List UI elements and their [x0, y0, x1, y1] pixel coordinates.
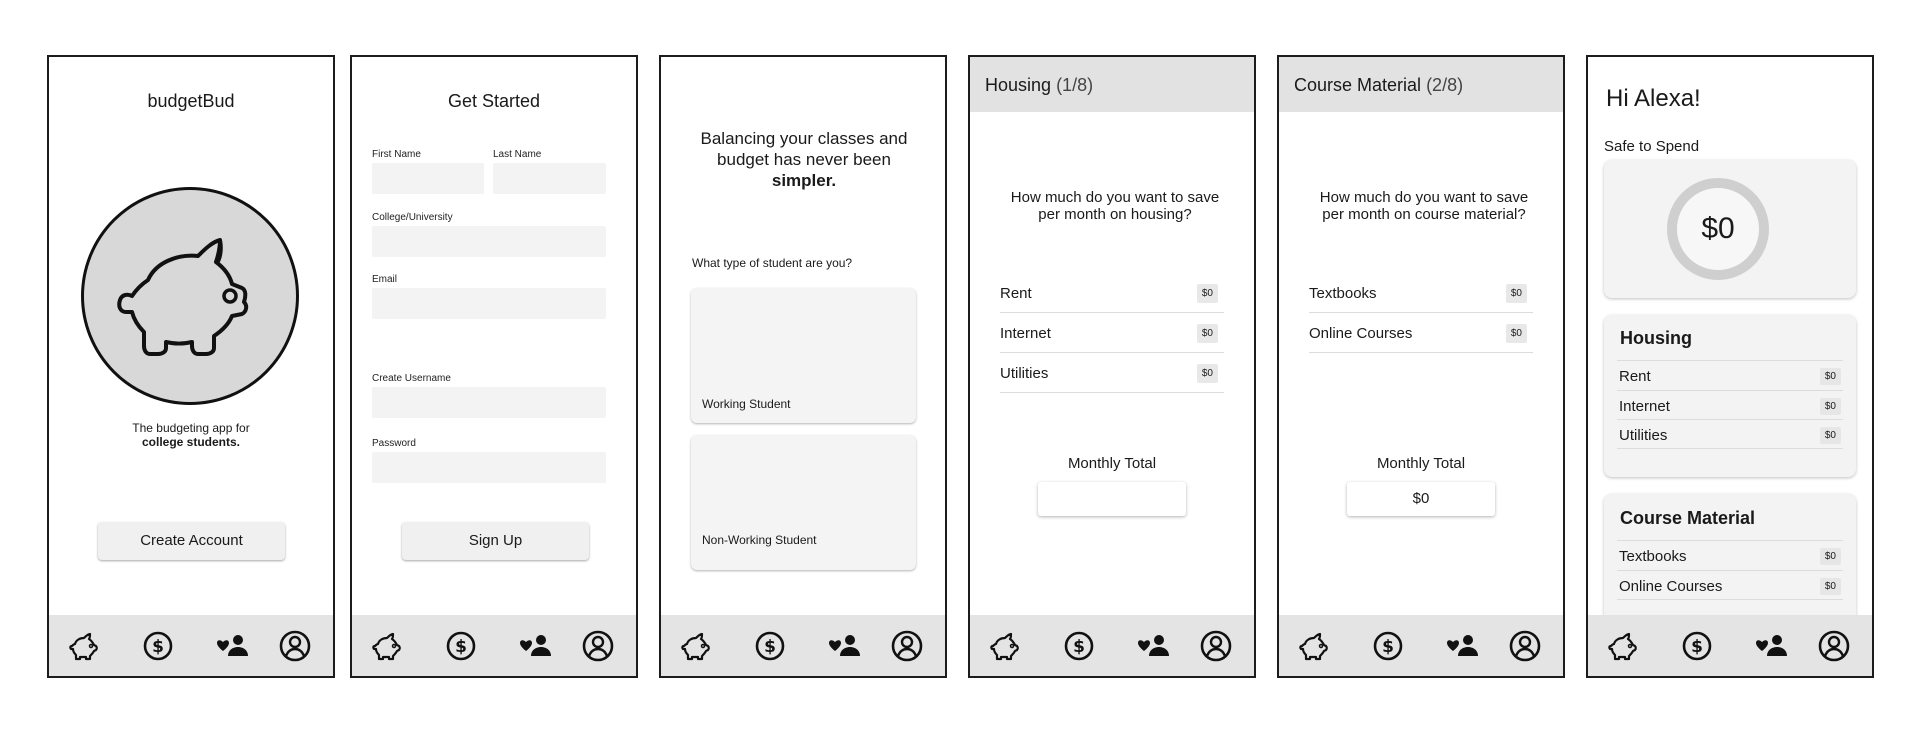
nav-piggy-bank-icon[interactable]: [68, 629, 102, 663]
student-type-question: What type of student are you?: [692, 256, 853, 270]
header-title: [985, 75, 1093, 96]
safe-to-spend-value: $0: [1667, 178, 1769, 280]
housing-question: How much do you want to save per month on housing?: [1010, 189, 1220, 223]
nav-profile-icon[interactable]: [890, 629, 924, 663]
step-progress: (2/8): [1426, 75, 1464, 95]
nav-piggy-bank-icon[interactable]: [371, 629, 405, 663]
working-student-label: Working Student: [702, 397, 791, 411]
bottom-nav: [970, 615, 1254, 676]
headline: [691, 128, 917, 191]
nav-dollar-icon[interactable]: [1371, 629, 1405, 663]
username-label: Create Username: [372, 373, 451, 384]
headline-bold: simpler.: [771, 171, 837, 190]
monthly-total-label: Monthly Total: [1376, 455, 1466, 472]
tagline-bold: college students.: [141, 435, 241, 449]
nav-profile-icon[interactable]: [581, 629, 615, 663]
rent-row: [1000, 273, 1224, 313]
nav-friends-icon[interactable]: [1754, 629, 1788, 663]
piggy-bank-logo-icon: [110, 228, 270, 368]
non-working-student-label: Non-Working Student: [702, 533, 817, 547]
monthly-total-value: $0: [1347, 482, 1495, 516]
housing-card[interactable]: [1604, 315, 1856, 477]
nav-profile-icon[interactable]: [1199, 629, 1233, 663]
dash-textbooks-row: [1617, 540, 1843, 570]
online-courses-label: Online Courses: [1309, 325, 1413, 342]
dash-textbooks-value: $0: [1820, 548, 1841, 565]
headline-text: Balancing your classes and budget has never been: [700, 129, 908, 169]
nav-profile-icon[interactable]: [1817, 629, 1851, 663]
safe-to-spend-card: [1604, 160, 1856, 298]
svg-text:$: $: [1382, 637, 1394, 657]
nav-friends-icon[interactable]: [215, 629, 249, 663]
dash-utilities-row: [1617, 419, 1843, 449]
dash-rent-label: Rent: [1619, 368, 1651, 385]
svg-text:$: $: [1073, 637, 1085, 657]
welcome-screen: [47, 55, 335, 678]
bottom-nav: [1588, 615, 1872, 676]
rent-label: Rent: [1000, 285, 1032, 302]
dash-rent-row: [1617, 360, 1843, 390]
bottom-nav: [352, 615, 636, 676]
header-title: [1294, 75, 1463, 96]
dash-utilities-value: $0: [1820, 427, 1841, 444]
dash-online-courses-value: $0: [1820, 578, 1841, 595]
internet-label: Internet: [1000, 325, 1051, 342]
logo-circle: [81, 187, 299, 405]
working-student-card[interactable]: [691, 288, 916, 423]
email-field[interactable]: [372, 288, 606, 319]
nav-dollar-icon[interactable]: [1062, 629, 1096, 663]
utilities-amount-input[interactable]: $0: [1197, 364, 1218, 383]
bottom-nav: [661, 615, 945, 676]
svg-text:$: $: [455, 637, 467, 657]
textbooks-label: Textbooks: [1309, 285, 1377, 302]
dashboard-screen: [1586, 55, 1874, 678]
signup-title: Get Started: [447, 91, 541, 111]
online-courses-amount-input[interactable]: $0: [1506, 324, 1527, 343]
college-label: College/University: [372, 212, 453, 223]
utilities-row: [1000, 353, 1224, 393]
header-title-text: Housing: [985, 75, 1052, 95]
nav-dollar-icon[interactable]: [141, 629, 175, 663]
student-type-screen: [659, 55, 947, 678]
sign-up-button[interactable]: Sign Up: [402, 522, 589, 560]
online-courses-row: [1309, 313, 1533, 353]
greeting: Hi Alexa!: [1606, 85, 1701, 112]
non-working-student-card[interactable]: [691, 435, 916, 570]
internet-amount-input[interactable]: $0: [1197, 324, 1218, 343]
nav-piggy-bank-icon[interactable]: [989, 629, 1023, 663]
dash-internet-row: [1617, 390, 1843, 420]
course-material-header: [1279, 57, 1563, 112]
password-label: Password: [372, 438, 416, 449]
nav-profile-icon[interactable]: [278, 629, 312, 663]
dash-rent-value: $0: [1820, 368, 1841, 385]
first-name-label: First Name: [372, 149, 421, 160]
college-field[interactable]: [372, 226, 606, 257]
svg-text:$: $: [764, 637, 776, 657]
app-title: budgetBud: [147, 91, 235, 111]
last-name-label: Last Name: [493, 149, 542, 160]
safe-to-spend-label: Safe to Spend: [1604, 138, 1700, 155]
nav-piggy-bank-icon[interactable]: [1607, 629, 1641, 663]
nav-profile-icon[interactable]: [1508, 629, 1542, 663]
housing-header: [970, 57, 1254, 112]
tagline-text: The budgeting app for: [132, 421, 250, 435]
course-material-screen: [1277, 55, 1565, 678]
rent-amount-input[interactable]: $0: [1197, 284, 1218, 303]
nav-friends-icon[interactable]: [518, 629, 552, 663]
nav-dollar-icon[interactable]: [444, 629, 478, 663]
dash-utilities-label: Utilities: [1619, 427, 1668, 444]
course-material-card[interactable]: [1604, 494, 1856, 634]
svg-text:$: $: [152, 637, 164, 657]
last-name-field[interactable]: [493, 163, 606, 194]
signup-screen: [350, 55, 638, 678]
email-label: Email: [372, 274, 398, 285]
tagline: [49, 421, 333, 449]
bottom-nav: [49, 615, 333, 676]
nav-piggy-bank-icon[interactable]: [1298, 629, 1332, 663]
header-title-text: Course Material: [1294, 75, 1422, 95]
step-progress: (1/8): [1056, 75, 1094, 95]
dash-online-courses-label: Online Courses: [1619, 578, 1723, 595]
course-material-card-title: Course Material: [1620, 508, 1756, 528]
nav-friends-icon[interactable]: [1445, 629, 1479, 663]
nav-dollar-icon[interactable]: [753, 629, 787, 663]
nav-friends-icon[interactable]: [827, 629, 861, 663]
nav-friends-icon[interactable]: [1136, 629, 1170, 663]
textbooks-amount-input[interactable]: $0: [1506, 284, 1527, 303]
password-field[interactable]: [372, 452, 606, 483]
create-account-button[interactable]: Create Account: [98, 522, 285, 560]
housing-card-title: Housing: [1620, 328, 1692, 348]
dash-internet-value: $0: [1820, 398, 1841, 415]
dash-textbooks-label: Textbooks: [1619, 548, 1687, 565]
monthly-total-label: Monthly Total: [1067, 455, 1157, 472]
bottom-nav: [1279, 615, 1563, 676]
nav-dollar-icon[interactable]: [1680, 629, 1714, 663]
housing-screen: [968, 55, 1256, 678]
svg-text:$: $: [1691, 637, 1703, 657]
monthly-total-value: [1038, 482, 1186, 516]
username-field[interactable]: [372, 387, 606, 418]
course-material-question: How much do you want to save per month on course material?: [1319, 189, 1529, 223]
nav-piggy-bank-icon[interactable]: [680, 629, 714, 663]
utilities-label: Utilities: [1000, 365, 1049, 382]
internet-row: [1000, 313, 1224, 353]
first-name-field[interactable]: [372, 163, 484, 194]
dash-online-courses-row: [1617, 570, 1843, 600]
textbooks-row: [1309, 273, 1533, 313]
dash-internet-label: Internet: [1619, 398, 1670, 415]
